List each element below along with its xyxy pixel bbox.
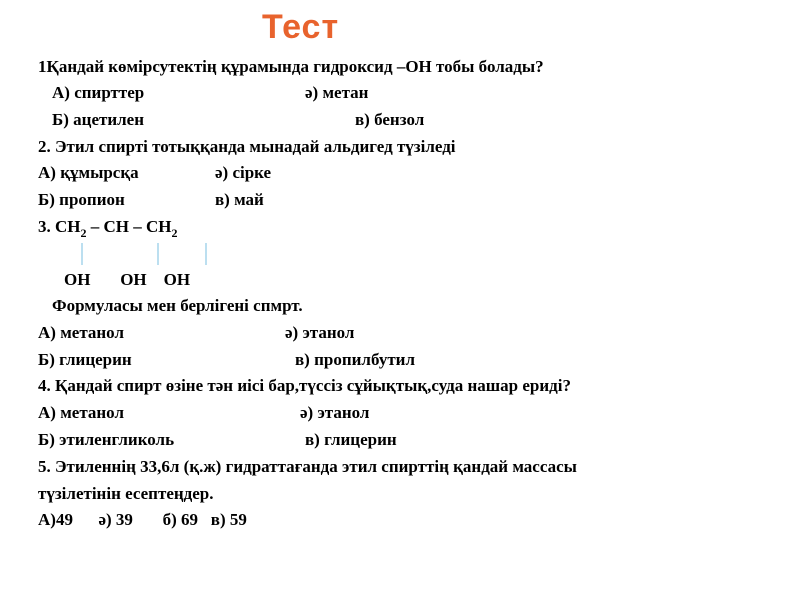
q4-option-v: в) глицерин <box>305 430 397 449</box>
q3-option-ae: ә) этанол <box>285 323 355 342</box>
q4-option-b: Б) этиленгликоль <box>38 430 175 449</box>
bond-line-2 <box>157 243 159 265</box>
q4-option-a: А) метанол <box>38 403 124 422</box>
q1-option-a: А) спирттер <box>52 83 145 102</box>
q1-option-v: в) бензол <box>355 110 425 129</box>
formula-subscript-2: 2 <box>171 226 178 240</box>
formula-part-1: 3. CH <box>38 217 81 236</box>
page-title: Тест <box>262 8 340 46</box>
q5-answers: А)49 ә) 39 б) 69 в) 59 <box>38 510 247 529</box>
q3-option-v: в) пропилбутил <box>295 350 416 369</box>
question-4: 4. Қандай спирт өзіне тән иісі бар,түссіз сұйықтық,суда нашар ериді? <box>38 376 571 395</box>
question-3-formula <box>38 217 178 238</box>
formula-oh-groups: OH OH OH <box>64 270 191 289</box>
question-2: 2. Этил спирті тотыққанда мынадай альдигед түзіледі <box>38 137 456 156</box>
q1-option-ae: ә) метан <box>305 83 369 102</box>
formula-subscript-1: 2 <box>80 226 87 240</box>
question-3: Формуласы мен берлігені спмрт. <box>52 296 303 315</box>
question-1: 1Қандай көмірсутектің құрамында гидроксид –ОН тобы болады? <box>38 57 544 76</box>
q3-option-b: Б) глицерин <box>38 350 132 369</box>
question-5-line-1: 5. Этиленнің 33,6л (қ.ж) гидраттағанда этил спирттің қандай массасы <box>38 457 577 476</box>
q1-option-b: Б) ацетилен <box>52 110 145 129</box>
formula-part-2: – CH – CH <box>86 217 172 236</box>
q3-option-a: А) метанол <box>38 323 124 342</box>
bond-line-3 <box>205 243 207 265</box>
q4-option-ae: ә) этанол <box>300 403 370 422</box>
question-5-line-2: түзілетінін есептеңдер. <box>38 484 214 503</box>
q2-option-v: в) май <box>215 190 264 209</box>
q2-option-a: А) құмырсқа <box>38 163 139 182</box>
bond-line-1 <box>81 243 83 265</box>
q2-option-ae: ә) сірке <box>215 163 272 182</box>
q2-option-b: Б) пропион <box>38 190 125 209</box>
